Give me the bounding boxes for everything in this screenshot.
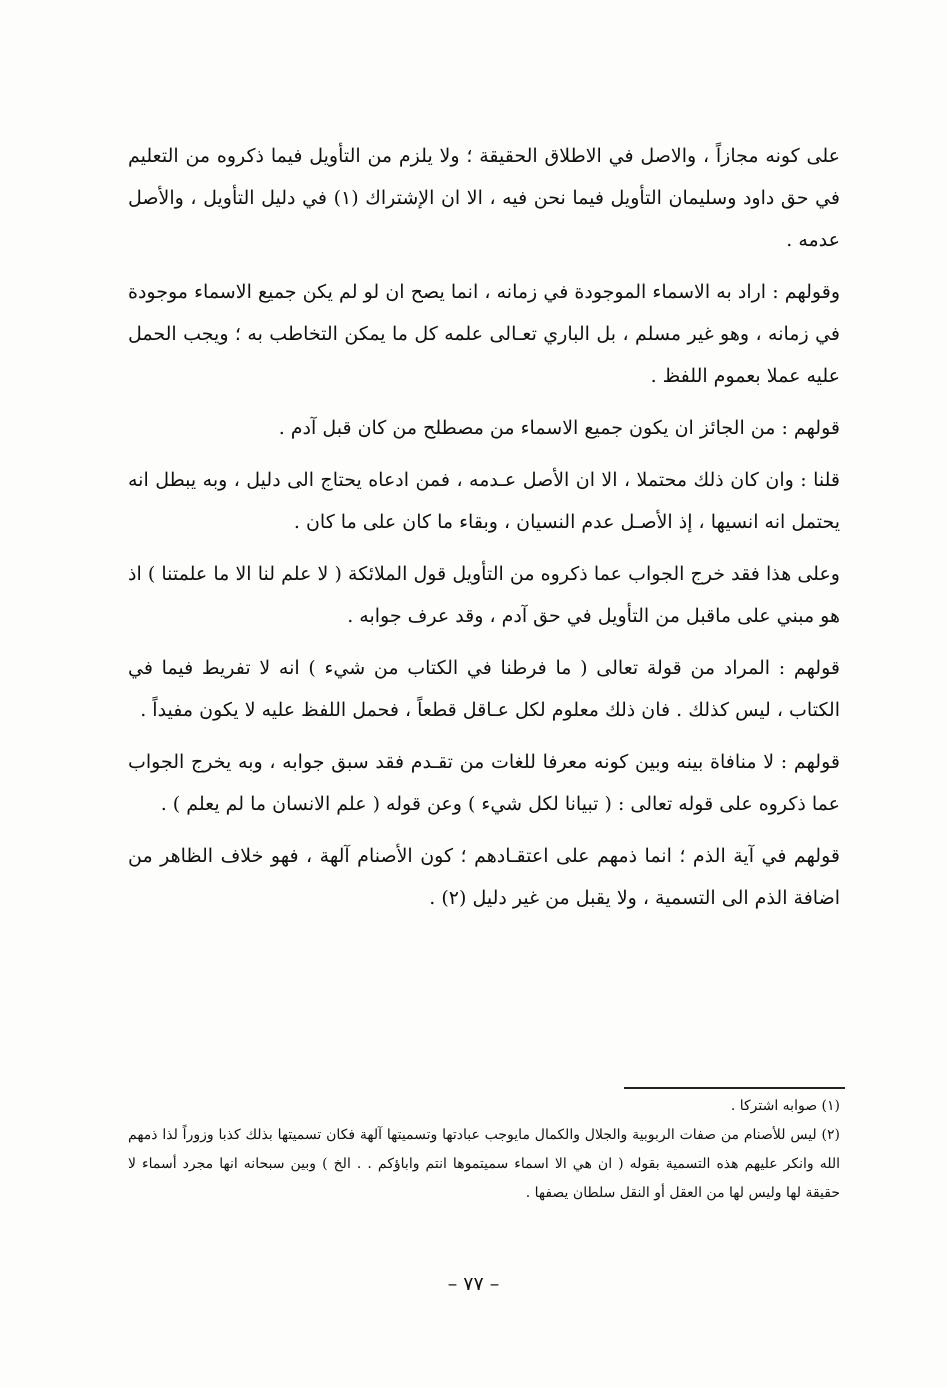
paragraph-5: وعلى هذا فقد خرج الجواب عما ذكروه من التأويل قول الملائكة ( لا علم لنا الا ما علمتنا ) اذ هو مبني على ماقبل من التأويل في حق آدم ، وقد عرف جوابه . bbox=[128, 563, 840, 627]
paragraph-4: قلنا : وان كان ذلك محتملا ، الا ان الأصل عـدمه ، فمن ادعاه يحتاج الى دليل ، وبه يبطل انه يحتمل انه انسيها ، إذ الأصـل عدم النسيان ، وبقاء ما كان على ما كان . bbox=[128, 469, 840, 533]
paragraph-3: قولهم : من الجائز ان يكون جميع الاسماء من مصطلح من كان قبل آدم . bbox=[278, 417, 840, 439]
paragraph-6: قولهم : المراد من قولة تعالى ( ما فرطنا في الكتاب من شيء ) انه لا تفريط فيما في الكتاب ، ليس كذلك . فان ذلك معلوم لكل عـاقل قطعاً ، فحمل اللفظ عليه لا يكون مفيداً . bbox=[128, 657, 840, 721]
footnote-2: (٢) ليس للأصنام من صفات الربوبية والجلال والكمال مايوجب عبادتها وتسميتها آلهة فكان تسميتها بذلك كذبا وزوراً لذا ذمهم الله وانكر عليهم هذه التسمية بقوله ( ان هي الا اسماء سميتموها انتم واباؤكم . . الخ ) وبين سبحانه انها مجرد أسماء لا حقيقة لها وليس لها من العقل أو النقل سلطان يصفها . bbox=[128, 1127, 840, 1201]
main-text bbox=[128, 135, 840, 929]
paragraph-2: وقولهم : اراد به الاسماء الموجودة في زمانه ، انما يصح ان لو لم يكن جميع الاسماء موجودة في زمانه ، وهو غير مسلم ، بل الباري تعـالى علمه كل ما يمكن التخاطب به ؛ ويجب الحمل عليه عملا بعموم اللفظ . bbox=[128, 281, 840, 387]
paragraph-8: قولهم في آية الذم ؛ انما ذمهم على اعتقـادهم ؛ كون الأصنام آلهة ، فهو خلاف الظاهر من اضافة الذم الى التسمية ، ولا يقبل من غير دليل (٢) . bbox=[128, 845, 840, 909]
footnote-divider bbox=[624, 1087, 845, 1089]
footnote-1: (١) صوابه اشتركا . bbox=[730, 1098, 840, 1114]
paragraph-1: على كونه مجازاً ، والاصل في الاطلاق الحقيقة ؛ ولا يلزم من التأويل فيما ذكروه من التعليم في حق داود وسليمان التأويل فيما نحن فيه ، الا ان الإشتراك (١) في دليل التأويل ، والأصل عدمه . bbox=[128, 145, 840, 251]
footnotes bbox=[128, 1092, 840, 1208]
paragraph-7: قولهم : لا منافاة بينه وبين كونه معرفا للغات من تقـدم فقد سبق جوابه ، وبه يخرج الجواب عما ذكروه على قوله تعالى : ( تبيانا لكل شيء ) وعن قوله ( علم الانسان ما لم يعلم ) . bbox=[128, 751, 840, 815]
page-number: – ٧٧ – bbox=[447, 1273, 500, 1295]
